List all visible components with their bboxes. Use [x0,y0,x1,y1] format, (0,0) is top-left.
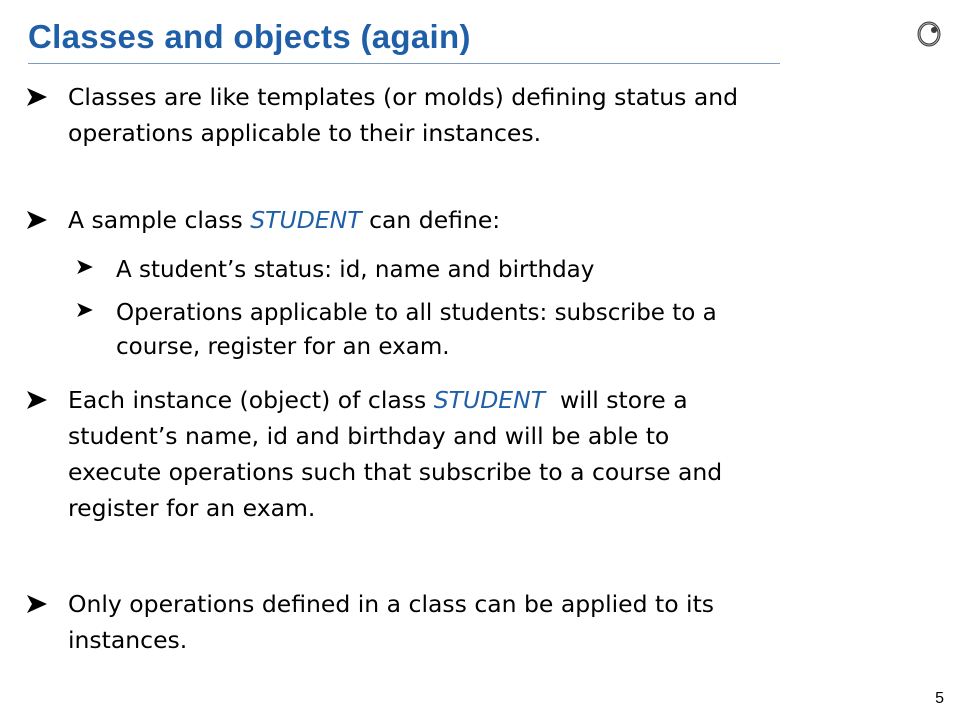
logo-icon [914,18,946,50]
subbullet-operations [77,296,937,364]
slide-title: Classes and objects (again) [28,18,471,55]
arrow-bullet-icon [27,595,47,613]
bullet-text: Only operations defined in a class can be applied to its instances. [68,590,715,654]
class-name-student: STUDENT [250,206,362,234]
bullet-sample-class [27,202,887,238]
bullet-text: Classes are like templates (or molds) defining status and operations applicable to their instances. [68,83,739,147]
class-name-student: STUDENT [433,386,546,414]
arrow-bullet-icon [27,88,47,106]
arrow-bullet-icon [27,391,47,409]
slide-number: 5 [935,690,944,707]
bullet-each-instance [27,382,887,526]
arrow-bullet-icon [77,303,93,317]
subbullet-text: A student’s status: id, name and birthday [116,257,595,283]
subbullet-text: Operations applicable to all students: subscribe to a course, register for an exam. [116,300,717,360]
arrow-bullet-icon [77,260,93,274]
bullet-text: A sample class STUDENT can define: [68,206,501,234]
subbullet-student-status [77,253,937,287]
bullet-classes-templates [27,79,887,151]
bullet-text: Each instance (object) of class STUDENT will store a student’s name, id and birthday and will be able to execute operations such that subscribe to a course and register for an exam. [68,386,723,522]
arrow-bullet-icon [27,211,47,229]
title-underline [28,63,780,64]
bullet-only-operations [27,586,887,658]
